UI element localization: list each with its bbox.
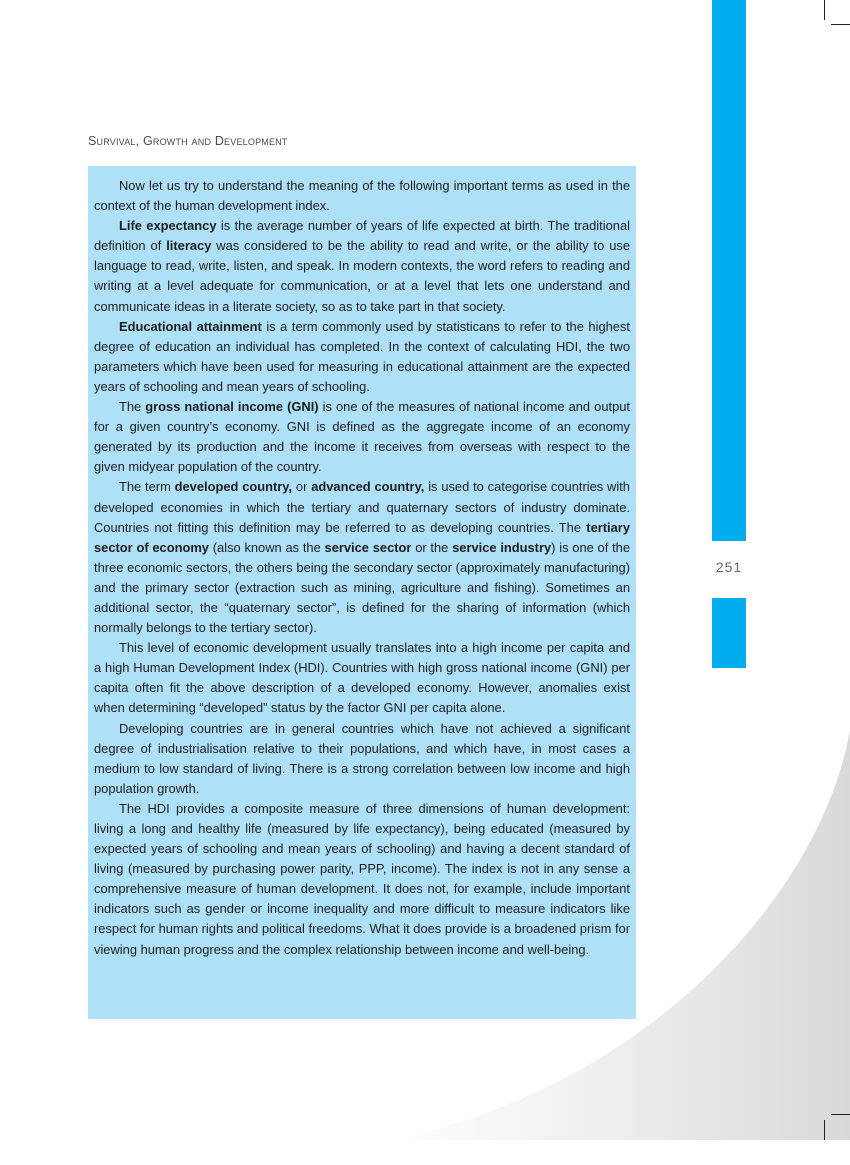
term-literacy: literacy: [166, 238, 212, 254]
paragraph-intro: Now let us try to understand the meaning of the following important terms as used in the context of the human development index.: [94, 178, 630, 214]
paragraph-hdi: The HDI provides a composite measure of three dimensions of human development: living a long and healthy life (measured by life expectancy), being educated (measured by expected years of schooling and mean years of schooling) and having a decent standard of living (measured by purchasing power parity, PPP, income). The index is not in any sense a comprehensive measure of human development. It does not, for example, include important indicators such as gender or income inequality and more difficult to measure indicators like respect for human rights and political freedoms. What it does provide is a broadened prism for viewing human progress and the complex relationship between income and well-being.: [94, 800, 630, 957]
term-service-industry: service industry: [452, 539, 552, 555]
accent-bar-top: [712, 0, 746, 541]
paragraph-economic-development: This level of economic development usually translates into a high income per capita and a high Human Development Index (HDI). Countries with high gross national income (GNI) per capita often fit the above description of a developed economy. However, anomalies exist when determining “developed” status by the factor GNI per capita alone.: [94, 640, 630, 716]
term-gni: gross national income (GNI): [145, 399, 319, 415]
term-tertiary-sector: tertiary sector of economy: [94, 519, 630, 555]
crop-mark-top-vertical: [824, 0, 825, 20]
crop-mark-bottom-horizontal: [831, 1114, 850, 1115]
page-number: 251: [715, 559, 743, 575]
term-advanced-country: advanced country,: [311, 479, 425, 495]
paragraph-educational-attainment: Educational attainment is a term commonly used by statisticans to refer to the highest degree of education an individual has completed. In the context of calculating HDI, the two parameters which have been used for measuring in educational attainment are the expected years of schooling and mean years of schooling.: [94, 318, 631, 394]
body-text: [94, 176, 630, 960]
crop-mark-top-horizontal: [831, 24, 850, 25]
paragraph-developed-country: The term developed country, or advanced country, is used to categorise countries with developed economies in which the tertiary and quaternary sectors of industry dominate. Countries not fitting this definition may be referred to as developing countries. The tertiary sector of economy (also known as the service sector or the service industry) is one of the three economic sectors, the others being the secondary sector (approximately manufacturing) and the primary sector (extraction such as mining, agriculture and fishing). Sometimes an additional sector, the “quaternary sector”, is defined for the sharing of information (which normally belongs to the tertiary sector).: [94, 479, 630, 636]
term-service-sector: service sector: [324, 539, 412, 555]
paragraph-gni: The gross national income (GNI) is one of the measures of national income and output for a given country’s economy. GNI is defined as the aggregate income of an economy generated by its production and the income it receives from overseas with respect to the given midyear population of the country.: [94, 399, 630, 475]
term-life-expectancy: Life expectancy: [119, 218, 217, 234]
paragraph-life-expectancy: Life expectancy is the average number of years of life expected at birth. The traditional definition of literacy was considered to be the ability to read and write, or the ability to use language to read, write, listen, and speak. In modern contexts, the word refers to reading and writing at a level adequate for communication, or at a level that lets one understand and communicate ideas in a literate society, so as to take part in that society.: [94, 218, 631, 314]
accent-bar-bottom: [712, 598, 746, 668]
paragraph-developing-countries: Developing countries are in general countries which have not achieved a significant degree of industrialisation relative to their populations, and which have, in most cases a medium to low standard of living. There is a strong correlation between low income and high population growth.: [94, 720, 630, 796]
running-head: Survival, Growth and Development: [88, 134, 288, 148]
term-developed-country: developed country,: [174, 479, 293, 495]
term-educational-attainment: Educational attainment: [119, 318, 262, 334]
crop-mark-bottom-vertical: [824, 1120, 825, 1140]
